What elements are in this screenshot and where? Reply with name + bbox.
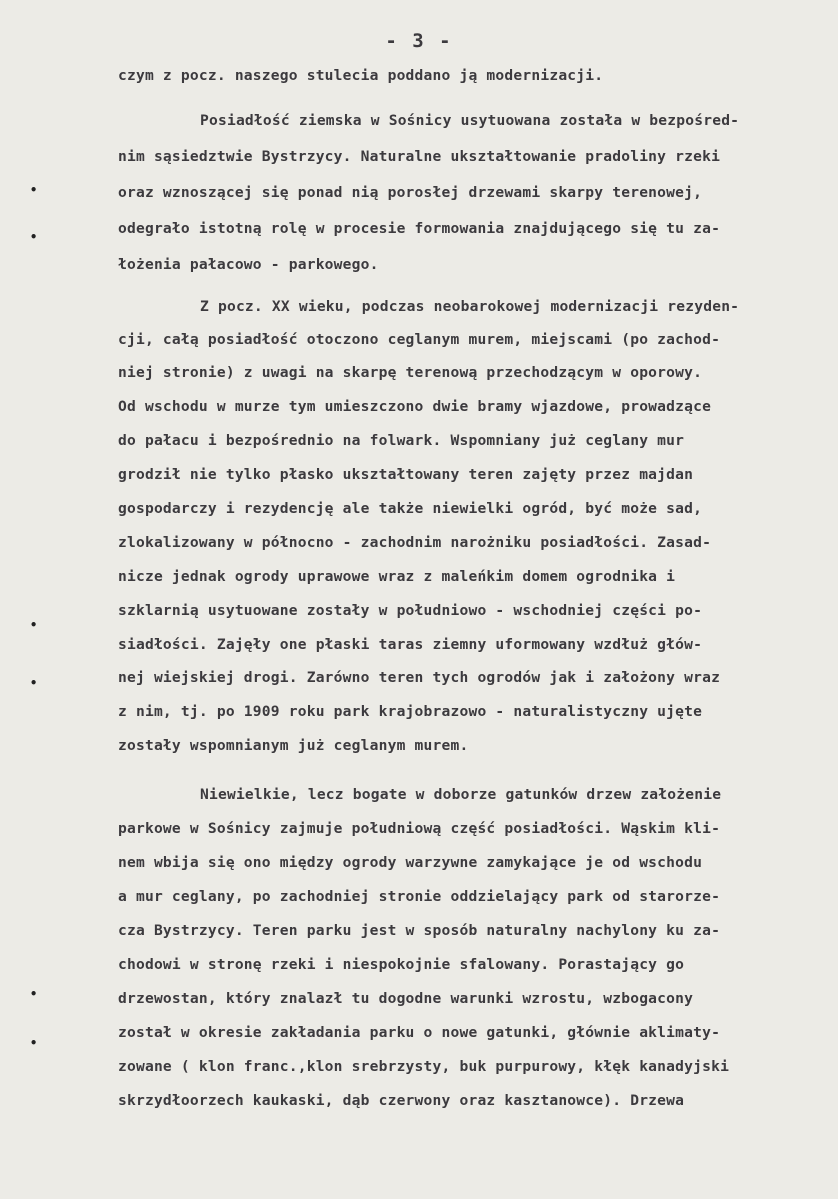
text-line: nim sąsiedztwie Bystrzycy. Naturalne ukształtowanie pradoliny rzeki bbox=[118, 148, 721, 165]
margin-mark: • bbox=[30, 676, 38, 690]
text-line: drzewostan, który znalazł tu dogodne warunki wzrostu, wzbogacony bbox=[118, 990, 694, 1007]
text-line: skrzydłoorzech kaukaski, dąb czerwony oraz kasztanowce). Drzewa bbox=[118, 1092, 685, 1109]
text-line: cza Bystrzycy. Teren parku jest w sposób naturalny nachylony ku za- bbox=[118, 922, 721, 939]
text-line: a mur ceglany, po zachodniej stronie oddzielający park od starorze- bbox=[118, 888, 721, 905]
margin-mark: • bbox=[30, 618, 38, 632]
margin-mark: • bbox=[30, 1036, 38, 1050]
text-line: nem wbija się ono między ogrody warzywne zamykające je od wschodu bbox=[118, 854, 703, 871]
text-line: Od wschodu w murze tym umieszczono dwie bramy wjazdowe, prowadzące bbox=[118, 398, 712, 415]
text-line: grodził nie tylko płasko ukształtowany teren zajęty przez majdan bbox=[118, 466, 694, 483]
text-line: oraz wznoszącej się ponad nią porosłej drzewami skarpy terenowej, bbox=[118, 184, 703, 201]
text-line: Z pocz. XX wieku, podczas neobarokowej modernizacji rezyden- bbox=[200, 298, 740, 315]
text-line: gospodarczy i rezydencję ale także niewielki ogród, być może sad, bbox=[118, 500, 703, 517]
text-line: zowane ( klon franc.,klon srebrzysty, buk purpurowy, kłęk kanadyjski bbox=[118, 1058, 730, 1075]
text-line: łożenia pałacowo - parkowego. bbox=[118, 256, 379, 273]
text-line: cji, całą posiadłość otoczono ceglanym murem, miejscami (po zachod- bbox=[118, 331, 721, 348]
margin-mark: • bbox=[30, 183, 38, 197]
page-number: - 3 - bbox=[385, 30, 453, 52]
margin-mark: • bbox=[30, 230, 38, 244]
text-line: Niewielkie, lecz bogate w doborze gatunków drzew założenie bbox=[200, 786, 722, 803]
text-line: parkowe w Sośnicy zajmuje południową część posiadłości. Wąskim kli- bbox=[118, 820, 721, 837]
text-line: nej wiejskiej drogi. Zarówno teren tych ogrodów jak i założony wraz bbox=[118, 669, 721, 686]
text-line: z nim, tj. po 1909 roku park krajobrazowo - naturalistyczny ujęte bbox=[118, 703, 703, 720]
text-line: niej stronie) z uwagi na skarpę terenową przechodzącym w oporowy. bbox=[118, 364, 703, 381]
text-line: nicze jednak ogrody uprawowe wraz z maleńkim domem ogrodnika i bbox=[118, 568, 676, 585]
text-line: czym z pocz. naszego stulecia poddano ją modernizacji. bbox=[118, 67, 604, 84]
text-line: zostały wspomnianym już ceglanym murem. bbox=[118, 737, 469, 754]
text-line: szklarnią usytuowane zostały w południowo - wschodniej części po- bbox=[118, 602, 703, 619]
text-line: został w okresie zakładania parku o nowe gatunki, głównie aklimaty- bbox=[118, 1024, 721, 1041]
text-line: Posiadłość ziemska w Sośnicy usytuowana została w bezpośred- bbox=[200, 112, 740, 129]
text-line: do pałacu i bezpośrednio na folwark. Wspomniany już ceglany mur bbox=[118, 432, 685, 449]
text-line: siadłości. Zajęły one płaski taras ziemny uformowany wzdłuż głów- bbox=[118, 636, 703, 653]
margin-mark: • bbox=[30, 987, 38, 1001]
text-line: zlokalizowany w północno - zachodnim narożniku posiadłości. Zasad- bbox=[118, 534, 712, 551]
text-line: chodowi w stronę rzeki i niespokojnie sfalowany. Porastający go bbox=[118, 956, 685, 973]
text-line: odegrało istotną rolę w procesie formowania znajdującego się tu za- bbox=[118, 220, 721, 237]
